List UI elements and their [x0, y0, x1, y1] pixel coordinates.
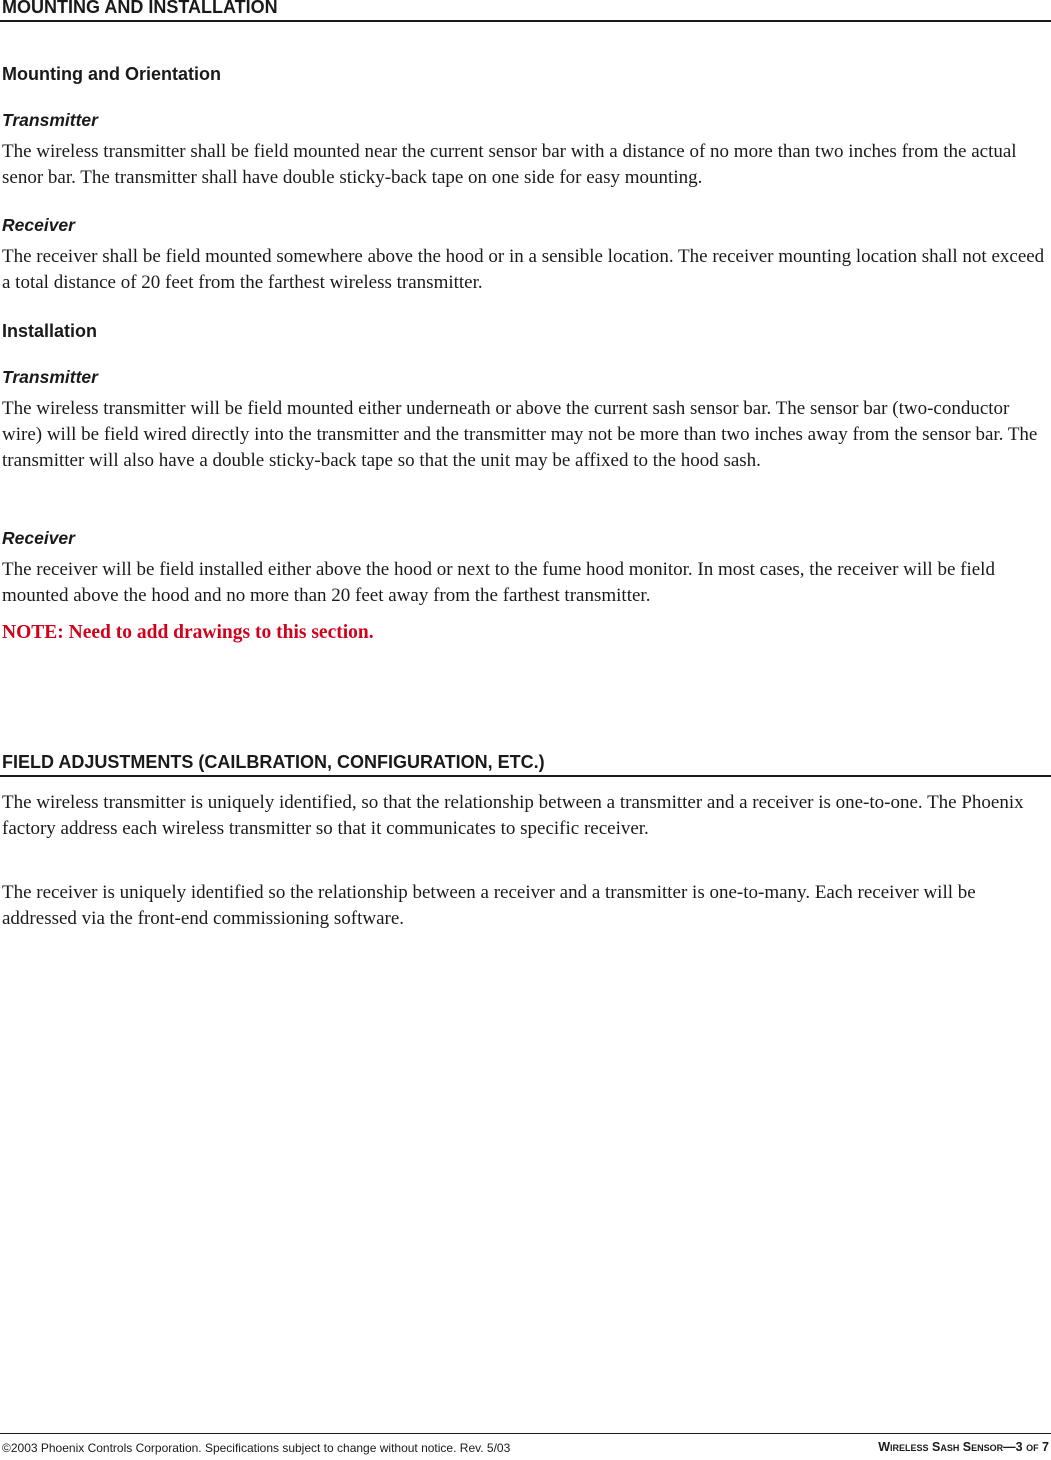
note-drawings: NOTE: Need to add drawings to this section. [2, 622, 374, 643]
footer-page-title: Wireless Sash Sensor—3 of 7 [878, 1440, 1049, 1454]
subheading-mounting-orientation: Mounting and Orientation [2, 64, 221, 84]
footer-copyright: ©2003 Phoenix Controls Corporation. Specifications subject to change without notice. Rev. 5/03 [2, 1441, 511, 1455]
label-transmitter: Transmitter [2, 110, 98, 130]
label-transmitter-installation: Transmitter [2, 367, 98, 387]
paragraph-receiver-mounting: The receiver shall be field mounted somewhere above the hood or in a sensible location. The receiver mounting location shall not exceed a total distance of 20 feet from the farthest wireless transmitter. [2, 246, 1045, 293]
label-receiver-installation: Receiver [2, 528, 75, 548]
subheading-installation: Installation [2, 321, 98, 341]
paragraph-receiver-installation: The receiver will be field installed either above the hood or next to the fume hood monitor. In most cases, the receiver will be field mounted above the hood and no more than 20 feet away from the farthest transmitter. [2, 559, 995, 606]
section-heading-mounting-installation: MOUNTING AND INSTALLATION [0, 0, 1051, 22]
paragraph-transmitter-installation: The wireless transmitter will be field mounted either underneath or above the current sash sensor bar. The sensor bar (two-conductor wire) will be field wired directly into the transmitter and the transmitter may not be more than two inches away from the sensor bar. The transmitter will also have a double sticky-back tape so that the unit may be affixed to the hood sash. [2, 398, 1038, 471]
paragraph-transmitter-identification: The wireless transmitter is uniquely identified, so that the relationship between a transmitter and a receiver is one-to-one. The Phoenix factory address each wireless transmitter so that it communicates to specific receiver. [2, 792, 1024, 839]
section-heading-field-adjustments: FIELD ADJUSTMENTS (CAILBRATION, CONFIGURATION, ETC.) [0, 751, 1051, 777]
paragraph-transmitter-mounting: The wireless transmitter shall be field mounted near the current sensor bar with a distance of no more than two inches from the actual senor bar. The transmitter shall have double sticky-back tape on one side for easy mounting. [2, 141, 1017, 188]
label-receiver: Receiver [2, 215, 75, 235]
paragraph-receiver-identification: The receiver is uniquely identified so the relationship between a receiver and a transmitter is one-to-many. Each receiver will be addressed via the front-end commissioning software. [2, 882, 976, 929]
page-footer [0, 1433, 1051, 1460]
